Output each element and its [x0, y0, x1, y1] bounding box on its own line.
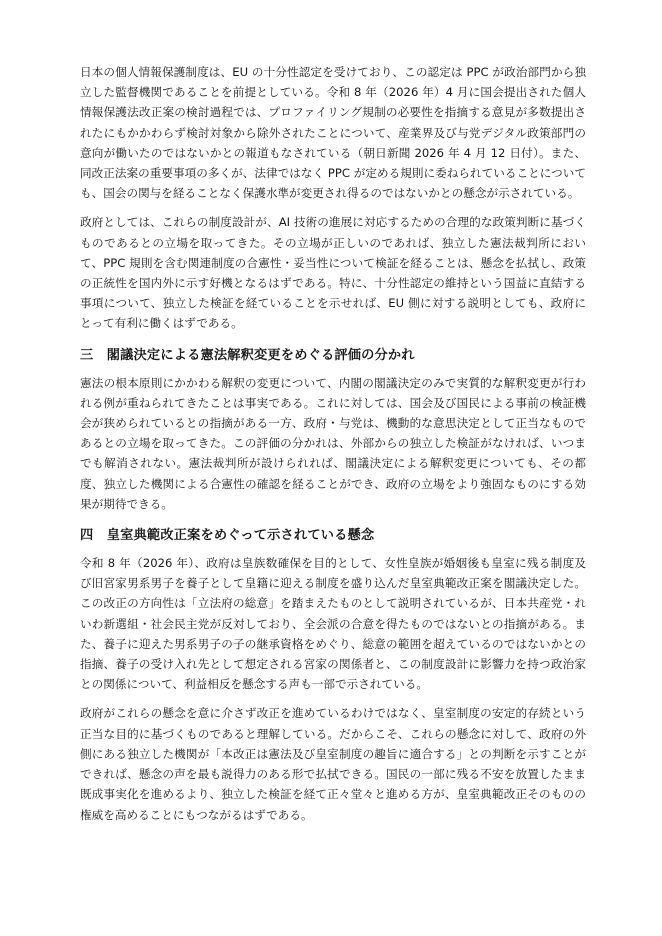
body-paragraph: 政府としては、これらの制度設計が、AI 技術の進展に対応するための合理的な政策判断に基づくものであるとの立場を取ってきた。その立場が正しいのであれば、独立した憲法裁判所において、PPC 規則を含む関連制度の合憲性・妥当性について検証を経ることは、懸念を払拭し、政策の正統性を国内外に示す好機となるはずである。特に、十分性認定の維持という国益に直結する事項について、独立した検証を経ていることを示せれば、EU 側に対する説明としても、政府にとって有利に働くはずである。	[80, 215, 586, 331]
body-paragraph: 令和 8 年（2026 年）、政府は皇族数確保を目的として、女性皇族が婚姻後も皇室に残る制度及び旧宮家男系男子を養子として皇籍に迎える制度を盛り込んだ皇室典範改正案を閣議決定した。この改正の方向性は「立法府の総意」を踏まえたものとして説明されているが、日本共産党・れいわ新選組・社会民主党が反対しており、全会派の合意を得たものではないとの指摘がある。また、養子に迎えた男系男子の子の継承資格をめぐり、総意の範囲を超えているのではないかとの指摘、養子の受け入れ先として想定される宮家の関係者と、この制度設計に影響力を持つ政治家との関係について、利益相反を懸念する声も一部で示されている。	[80, 556, 586, 692]
section-heading: 四 皇室典範改正案をめぐって示されている懸念	[80, 528, 375, 544]
body-paragraph: 日本の個人情報保護制度は、EU の十分性認定を受けており、この認定は PPC が政治部門から独立した監督機関であることを前提としている。令和 8 年（2026 年）4 月に国会提出された個人情報保護法改正案の検討過程では、プロファイリング規制の必要性を指摘する意見が多数提出されたにもかかわらず検討対象から除外されたことについて、産業界及び与党デジタル政策部門の意向が働いたのではないかとの報道もなされている（朝日新聞 2026 年 4 月 12 日付）。また、同改正法案の重要事項の多くが、法律ではなく PPC が定める規則に委ねられていることについても、国会の関与を経ることなく保護水準が変更され得るのではないかとの懸念が示されている。	[80, 65, 586, 201]
section-heading: 三 閣議決定による憲法解釈変更をめぐる評価の分かれ	[80, 347, 415, 363]
body-paragraph: 政府がこれらの懸念を意に介さず改正を進めているわけではなく、皇室制度の安定的存続という正当な目的に基づくものであると理解している。だからこそ、これらの懸念に対して、政府の外側にある独立した機関が「本改正は憲法及び皇室制度の趣旨に適合する」との判断を示すことができれば、懸念の声を最も説得力のある形で払拭できる。国民の一部に残る不安を放置したまま既成事実化を進めるより、独立した検証を経て正々堂々と進める方が、皇室典範改正そのものの権威を高めることにもつながるはずである。	[80, 706, 586, 822]
document-page	[80, 62, 586, 834]
body-paragraph: 憲法の根本原則にかかわる解釈の変更について、内閣の閣議決定のみで実質的な解釈変更が行われる例が重ねられてきたことは事実である。これに対しては、国会及び国民による事前の検証機会が狭められているとの指摘がある一方、政府・与党は、機動的な意思決定として正当なものであるとの立場を取ってきた。この評価の分かれは、外部からの独立した検証がなければ、いつまでも解消されない。憲法裁判所が設けられれば、閣議決定による解釈変更についても、その都度、独立した機関による合憲性の確認を経ることができ、政府の立場をより強固なものにする効果が期待できる。	[80, 375, 586, 511]
